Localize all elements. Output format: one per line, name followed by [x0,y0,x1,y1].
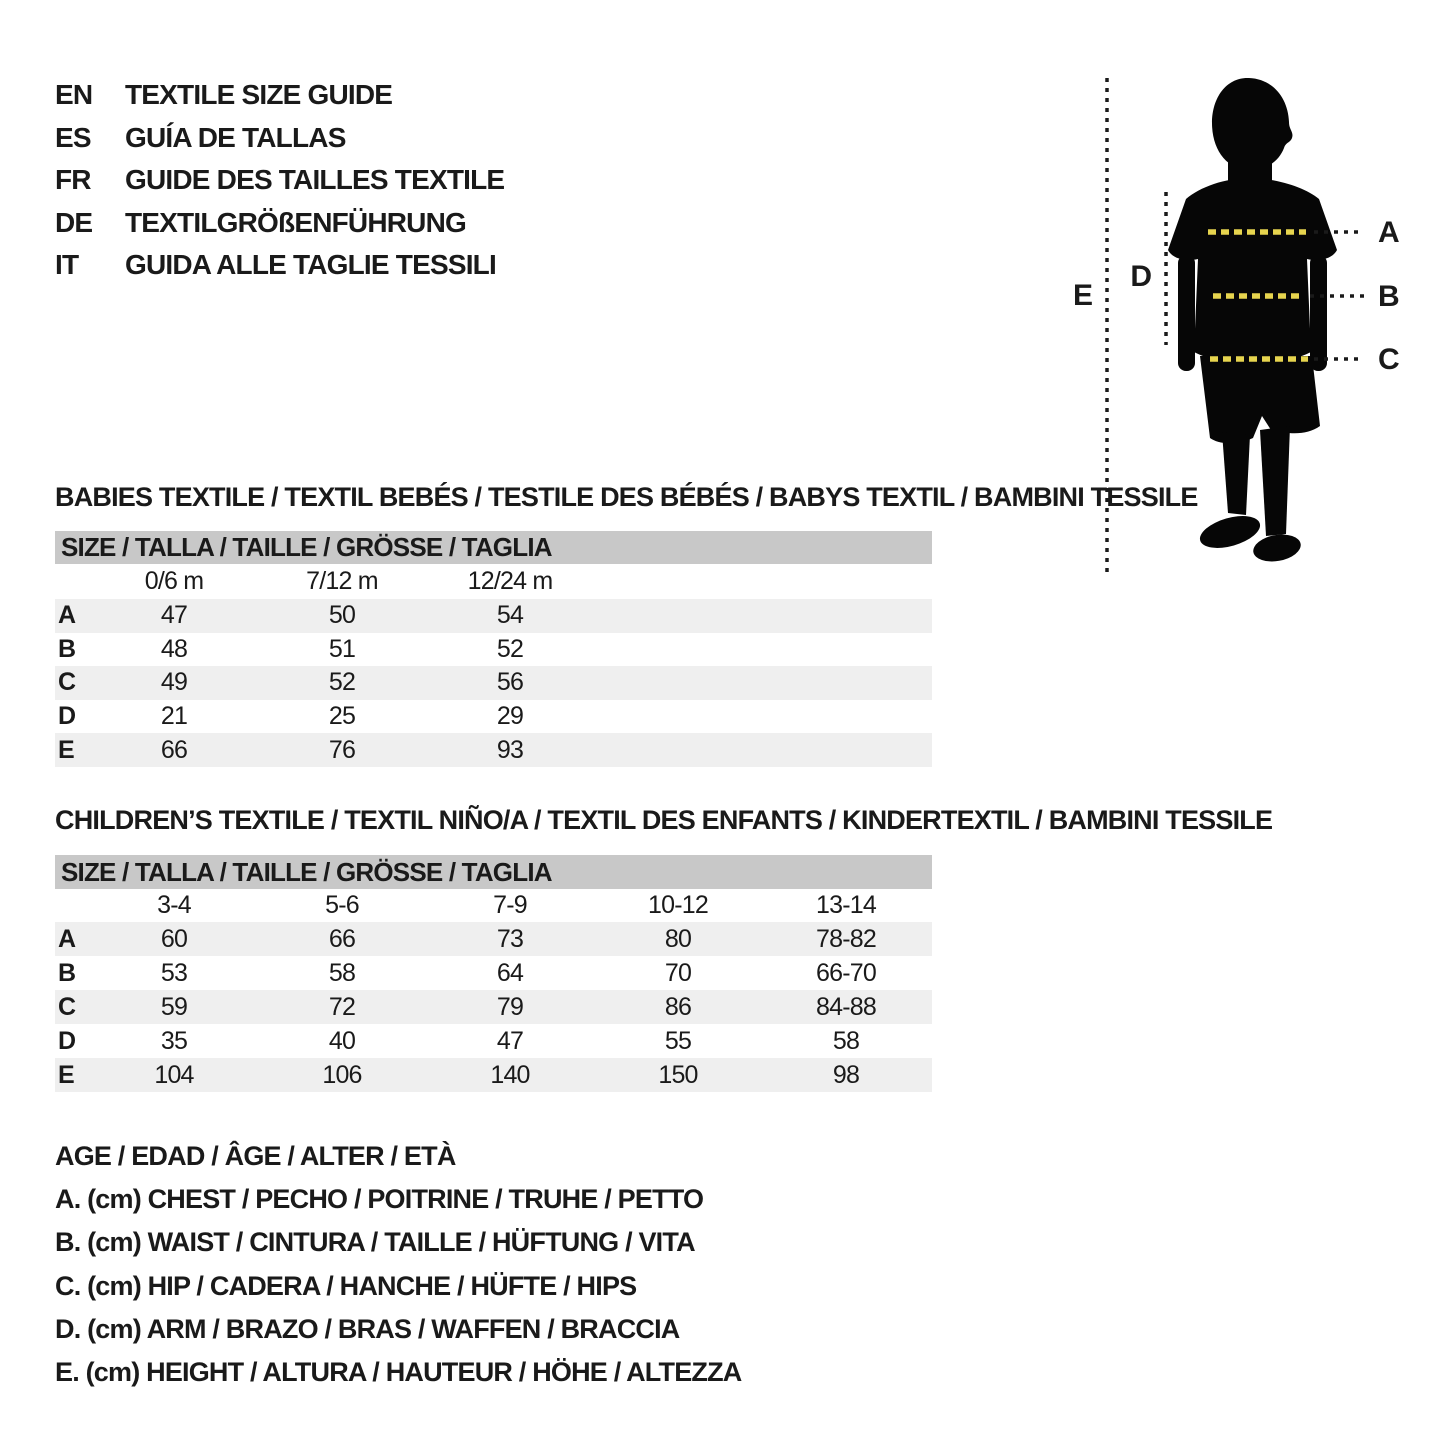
measurement-legend [55,1135,741,1394]
children-d-val-3: 55 [664,1026,692,1055]
children-d-val-4: 58 [832,1026,860,1055]
lang-code-es: ES [55,121,91,153]
children-col-13-14: 13-14 [816,891,876,919]
babies-row-d [55,700,932,734]
children-e-val-2: 140 [490,1060,530,1089]
figure-label-e: E [1072,279,1093,312]
figure-label-c: C [1378,343,1400,376]
row-label-d: D [58,1026,76,1055]
children-section-title: CHILDREN’S TEXTILE / TEXTIL NIÑO/A / TEXTIL DES ENFANTS / KINDERTEXTIL / BAMBINI TESSILE [55,805,1273,835]
children-c-val-0: 59 [160,992,188,1021]
legend-chest-line: A. (cm) CHEST / PECHO / POITRINE / TRUHE / PETTO [55,1184,704,1215]
children-e-val-3: 150 [658,1060,698,1089]
children-col-5-6: 5-6 [325,891,359,919]
children-row-e [55,1058,932,1092]
figure-label-b: B [1378,280,1400,313]
title-row-fr [55,159,504,202]
babies-col-7-12m: 7/12 m [306,567,378,595]
babies-a-val-1: 50 [328,601,356,630]
children-b-val-0: 53 [160,958,188,987]
children-c-val-2: 79 [496,992,524,1021]
babies-size-header-bar: SIZE / TALLA / TAILLE / GRÖSSE / TAGLIA [55,531,932,564]
children-row-b [55,956,932,990]
silhouette-left-leg [1222,432,1250,515]
babies-b-val-2: 52 [496,634,524,663]
title-row-de [55,202,504,245]
children-col-10-12: 10-12 [648,891,708,919]
children-b-val-3: 70 [664,958,692,987]
babies-c-val-2: 56 [496,668,524,697]
children-size-header-bar: SIZE / TALLA / TAILLE / GRÖSSE / TAGLIA [55,855,932,889]
children-d-val-2: 47 [496,1026,524,1055]
babies-e-val-0: 66 [160,735,188,764]
children-row-c [55,990,932,1024]
babies-d-val-2: 29 [496,702,524,731]
guide-title-it: GUIDA ALLE TAGLIE TESSILI [125,249,496,281]
guide-title-fr: GUIDE DES TAILLES TEXTILE [125,164,505,196]
children-b-val-2: 64 [496,958,524,987]
children-e-val-4: 98 [832,1060,860,1089]
babies-section-title: BABIES TEXTILE / TEXTIL BEBÉS / TESTILE DES BÉBÉS / BABYS TEXTIL / BAMBINI TESSILE [55,482,1198,512]
children-column-header-row [55,889,932,922]
children-size-table [55,855,932,1092]
children-a-val-0: 60 [160,924,188,953]
babies-row-c [55,666,932,700]
children-b-val-1: 58 [328,958,356,987]
babies-row-e [55,733,932,767]
babies-e-val-1: 76 [328,735,356,764]
children-d-val-0: 35 [160,1026,188,1055]
babies-e-val-2: 93 [496,735,524,764]
figure-label-d: D [1130,260,1152,293]
children-d-val-1: 40 [328,1026,356,1055]
babies-col-0-6m: 0/6 m [144,567,204,595]
children-e-val-0: 104 [154,1060,194,1089]
lang-code-de: DE [55,206,93,238]
babies-a-val-2: 54 [496,601,524,630]
babies-row-b [55,633,932,667]
babies-c-val-1: 52 [328,668,356,697]
lang-code-it: IT [55,249,79,281]
babies-col-12-24m: 12/24 m [467,567,553,595]
babies-column-header-row [55,564,932,599]
lang-code-fr: FR [55,164,91,196]
children-col-3-4: 3-4 [157,891,191,919]
row-label-e: E [58,1060,74,1089]
silhouette-left-arm [1178,255,1195,371]
children-col-7-9: 7-9 [493,891,527,919]
babies-b-val-1: 51 [328,634,356,663]
title-row-es [55,117,504,160]
babies-c-val-0: 49 [160,668,188,697]
legend-waist-line: B. (cm) WAIST / CINTURA / TAILLE / HÜFTUNG / VITA [55,1227,695,1258]
row-label-e: E [58,735,74,764]
language-title-block [55,74,504,287]
child-silhouette-figure [1060,60,1445,600]
row-label-b: B [58,958,76,987]
babies-b-val-0: 48 [160,634,188,663]
children-c-val-1: 72 [328,992,356,1021]
row-label-b: B [58,634,76,663]
silhouette-right-shoe [1251,531,1303,565]
children-c-val-4: 84-88 [816,992,876,1021]
row-label-a: A [58,601,76,630]
row-label-c: C [58,668,76,697]
children-a-val-2: 73 [496,924,524,953]
children-a-val-4: 78-82 [816,924,876,953]
title-row-it [55,244,504,287]
children-b-val-4: 66-70 [816,958,876,987]
babies-row-a [55,599,932,633]
guide-title-en: TEXTILE SIZE GUIDE [125,79,393,110]
children-row-d [55,1024,932,1058]
babies-a-val-0: 47 [160,601,188,630]
children-a-val-3: 80 [664,924,692,953]
row-label-d: D [58,702,76,731]
measurement-diagram [1060,60,1445,600]
guide-title-es: GUÍA DE TALLAS [125,121,346,153]
row-label-a: A [58,924,76,953]
silhouette-right-leg [1260,426,1290,536]
figure-label-a: A [1378,216,1400,249]
lang-code-en: EN [55,79,93,110]
children-a-val-1: 66 [328,924,356,953]
children-c-val-3: 86 [664,992,692,1021]
babies-d-val-0: 21 [160,702,188,731]
guide-title-de: TEXTILGRÖßENFÜHRUNG [125,206,467,238]
legend-height-line: E. (cm) HEIGHT / ALTURA / HAUTEUR / HÖHE / ALTEZZA [55,1357,742,1388]
silhouette-left-shoe [1196,510,1263,554]
legend-age-line: AGE / EDAD / ÂGE / ALTER / ETÀ [55,1141,456,1171]
children-row-a [55,922,932,956]
silhouette-right-arm [1310,255,1327,371]
babies-size-table [55,531,932,767]
row-label-c: C [58,992,76,1021]
silhouette-shorts [1200,356,1320,443]
legend-arm-line: D. (cm) ARM / BRAZO / BRAS / WAFFEN / BRACCIA [55,1313,680,1344]
babies-d-val-1: 25 [328,702,356,731]
children-e-val-1: 106 [322,1060,362,1089]
legend-hip-line: C. (cm) HIP / CADERA / HANCHE / HÜFTE / HIPS [55,1270,637,1301]
title-row-en [55,74,504,117]
